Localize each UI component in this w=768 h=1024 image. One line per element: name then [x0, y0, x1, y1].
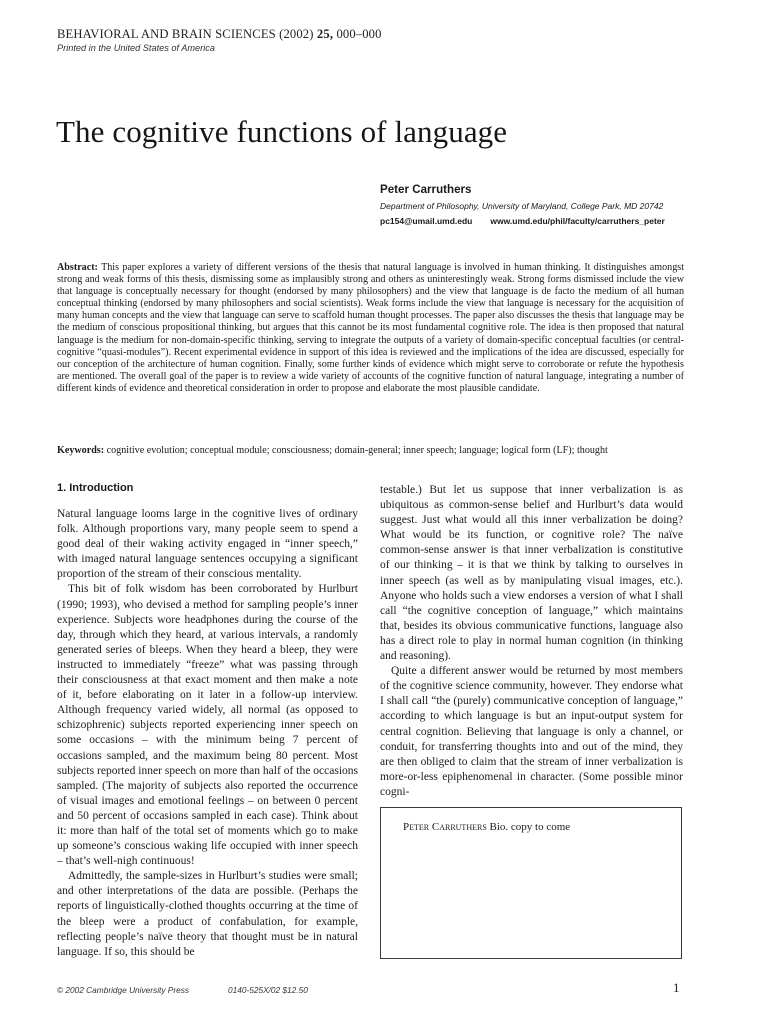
- bio-body: Bio. copy to come: [489, 821, 571, 833]
- author-affiliation: Department of Philosophy, University of Maryland, College Park, MD 20742: [380, 201, 664, 211]
- abstract-label: Abstract:: [57, 262, 98, 273]
- paragraph: This bit of folk wisdom has been corroborated by Hurlburt (1990; 1993), who devised a method for sampling people’s inner experience. Subjects wore headphones during the course of the day, through which they heard, at various intervals, a randomly generated series of bleeps. When they heard a bleep, they were instructed to immediately “freeze” what was passing through their consciousness at that exact moment and then make a note of it, before elaborating on it later in a follow-up interview. Although frequency varied widely, all normal (as opposed to schizophrenic) subjects reported experiencing inner speech on some occasions – with the minimum being 7 percent of occasions sampled, and the maximum being 80 percent. Most subjects reported inner speech on more than half of the occasions sampled. (The majority of subjects also reported the occurrence of visual images and emotional feelings – on between 0 percent and 50 percent of occasions sampled in each case). Think about it: more than half of the total set of moments which go to make up someone’s conscious waking life occupied with inner speech – that’s well-nigh continuous!: [57, 583, 358, 868]
- author-name: Peter Carruthers: [380, 183, 472, 196]
- journal-name: BEHAVIORAL AND BRAIN SCIENCES: [57, 27, 276, 41]
- left-column: [57, 507, 358, 960]
- paragraph: Admittedly, the sample-sizes in Hurlburt’s studies were small; and other interpretations of the data are possible. (Perhaps the reports of linguistically-clothed thoughts occurring at the time of the bleep were a product of confabulation, for example, reflecting people’s naïve theory that thought must be in natural language. If so, this should be: [57, 870, 358, 958]
- author-block: [380, 183, 665, 226]
- journal-volume: 25,: [316, 27, 334, 41]
- journal-year: (2002): [279, 27, 314, 41]
- page-number: 1: [673, 980, 680, 995]
- paragraph: Natural language looms large in the cognitive lives of ordinary folk. Although proportions vary, many people seem to spend a good deal of their waking activity engaged in “inner speech,” with imaged natural language sentences occupying a significant proportion of the stream of their conscious mentality.: [57, 508, 358, 581]
- printed-notice: Printed in the United States of America: [57, 43, 215, 53]
- journal-header: [57, 27, 382, 42]
- author-url[interactable]: www.umd.edu/phil/faculty/carruthers_peter: [490, 216, 665, 226]
- paragraph: Quite a different answer would be returned by most members of the cognitive science community, however. They endorse what I shall call “the (purely) communicative conception of language,” according to which language is but an input-output system for central cognition. Believing that language is only a channel, or conduit, for transferring thoughts into and out of the mind, they are then obliged to claim that the stream of inner verbalization is more-or-less epiphenomenal in character. (Some possible minor cogni-: [380, 665, 683, 798]
- paper-title: The cognitive functions of language: [56, 114, 508, 149]
- keywords-label: Keywords:: [57, 445, 105, 456]
- section-heading: 1. Introduction: [57, 482, 134, 494]
- keywords: [57, 445, 697, 457]
- footer-copyright: © 2002 Cambridge University Press: [57, 985, 190, 995]
- keywords-text: cognitive evolution; conceptual module; consciousness; domain-general; inner speech; language; logical form (LF); thought: [106, 445, 608, 456]
- bio-name: Peter Carruthers: [403, 821, 487, 833]
- right-column: [380, 483, 683, 800]
- footer-issn: 0140-525X/02 $12.50: [228, 985, 308, 995]
- abstract: [57, 262, 684, 395]
- paragraph: testable.) But let us suppose that inner verbalization is as ubiquitous as common-sense belief and Hurlburt’s data would suggest. Just what would all this inner verbalization be doing? What would be its function, or cognitive role? The naïve common-sense answer is that inner verbalization is constitutive of our thinking – it is that we think by talking to ourselves in inner speech (as well as by manipulating visual images, etc.). Anyone who holds such a view endorses a version of what I shall call “the cognitive conception of language,” which maintains that, besides its obvious communicative functions, language also has a direct role to play in normal human cognition (in thinking and reasoning).: [380, 484, 683, 663]
- abstract-text: This paper explores a variety of different versions of the thesis that natural language is involved in human thinking. It distinguishes amongst strong and weak forms of this thesis, dismissing some as implausibly strong and others as uninterestingly weak. Strong forms dismissed include the view that language is conceptually necessary for thought (endorsed by many philosophers) and the view that language is de facto the medium of all human conceptual thinking (endorsed by many philosophers and social scientists). Weak forms include the view that language is necessary for the acquisition of many human concepts and the view that language can serve to scaffold human thought processes. The paper also discusses the thesis that language may be the medium of conscious propositional thinking, but argues that this cannot be its most fundamental cognitive role. The idea is then proposed that natural language is the medium for non-domain-specific thinking, serving to integrate the outputs of a variety of domain-specific conceptual faculties (or central-cognitive “quasi-modules”). Recent experimental evidence in support of this idea is reviewed and the implications of the idea are discussed, especially for our conception of the architecture of human cognition. Finally, some further kinds of evidence which might serve to corroborate or refute the hypothesis are mentioned. The overall goal of the paper is to review a wide variety of accounts of the cognitive function of natural language, integrating a number of different kinds of evidence and theoretical consideration in order to propose and elaborate the most plausible candidate.: [57, 262, 685, 394]
- bio-box: [380, 807, 682, 959]
- bio-text: [403, 821, 570, 833]
- journal-pages: 000–000: [336, 27, 382, 41]
- author-contacts: [380, 216, 665, 226]
- author-email[interactable]: pc154@umail.umd.edu: [380, 216, 473, 226]
